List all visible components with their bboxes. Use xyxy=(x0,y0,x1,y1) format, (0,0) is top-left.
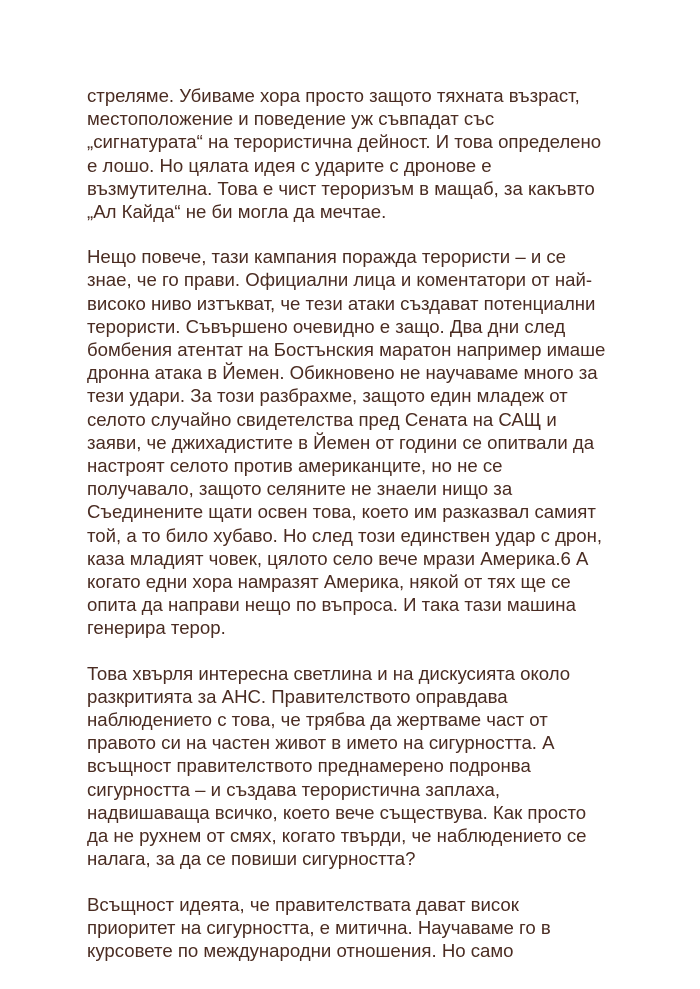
paragraph-4 xyxy=(87,893,627,963)
text-line: получавало, защото селяните не знаели нищо за xyxy=(87,478,513,500)
text-line: курсовете по международни отношения. Но само xyxy=(87,939,514,961)
text-line: наблюдението с това, че трябва да жертваме част от xyxy=(87,709,548,731)
text-line: налага, за да се повиши сигурността? xyxy=(87,848,416,870)
text-line: да не рухнем от смях, когато твърди, че наблюдението се xyxy=(87,825,587,847)
text-line: приоритет на сигурността, е митична. Научаваме го в xyxy=(87,916,551,938)
text-line: е лошо. Но цялата идея с ударите с дронове е xyxy=(87,154,492,176)
text-line: възмутителна. Това е чист тероризъм в мащаб, за какъвто xyxy=(87,177,595,199)
text-line: високо ниво изтъкват, че тези атаки създават потенциални xyxy=(87,292,596,314)
text-line: стреляме. Убиваме хора просто защото тяхната възраст, xyxy=(87,85,580,106)
text-line: правото си на частен живот в името на сигурността. А xyxy=(87,732,555,754)
paragraph-3 xyxy=(87,662,627,871)
text-line: селото случайно свидетелства пред Сената на САЩ и xyxy=(87,408,557,430)
text-line: сигурността – и създава терористична заплаха, xyxy=(87,778,501,800)
text-line: тези удари. За този разбрахме, защото един младеж от xyxy=(87,385,568,407)
text-line: надвишаваща всичко, което вече съществува. Как просто xyxy=(87,801,587,823)
text-line: знае, че го прави. Официални лица и коментатори от най- xyxy=(87,269,593,291)
text-line: всъщност правителството преднамерено подронва xyxy=(87,755,531,777)
text-line: настроят селото против американците, но не се xyxy=(87,455,503,477)
text-line: каза младият човек, цялото село вече мрази Америка.6 А xyxy=(87,547,589,569)
text-line: „сигнатурата“ на терористична дейност. И това определено xyxy=(87,131,602,153)
text-line: бомбения атентат на Бостънския маратон например имаше xyxy=(87,339,606,361)
text-line: терористи. Съвършено очевидно е защо. Два дни след xyxy=(87,315,566,337)
text-line: Всъщност идеята, че правителствата дават висок xyxy=(87,893,519,915)
text-line: местоположение и поведение уж съвпадат със xyxy=(87,108,495,130)
body-text xyxy=(87,84,627,984)
text-line: Нещо повече, тази кампания поражда терористи – и се xyxy=(87,246,567,268)
text-line: Съединените щати освен това, което им разказвал самият xyxy=(87,501,596,523)
text-line: генерира терор. xyxy=(87,617,226,639)
text-line: заяви, че джихадистите в Йемен от години се опитвали да xyxy=(87,431,595,453)
text-line: когато едни хора намразят Америка, някой от тях ще се xyxy=(87,571,571,593)
paragraph-1 xyxy=(87,84,627,223)
text-line: Това хвърля интересна светлина и на дискусията около xyxy=(87,662,571,684)
text-line: разкритията за АНС. Правителството оправдава xyxy=(87,685,508,707)
text-line: „Ал Кайда“ не би могла да мечтае. xyxy=(87,201,387,223)
text-line: дронна атака в Йемен. Обикновено не научаваме много за xyxy=(87,362,598,384)
text-line: той, а то било хубаво. Но след този единствен удар с дрон, xyxy=(87,524,603,546)
paragraph-2 xyxy=(87,245,627,639)
text-line: опита да направи нещо по въпроса. И така тази машина xyxy=(87,594,576,616)
